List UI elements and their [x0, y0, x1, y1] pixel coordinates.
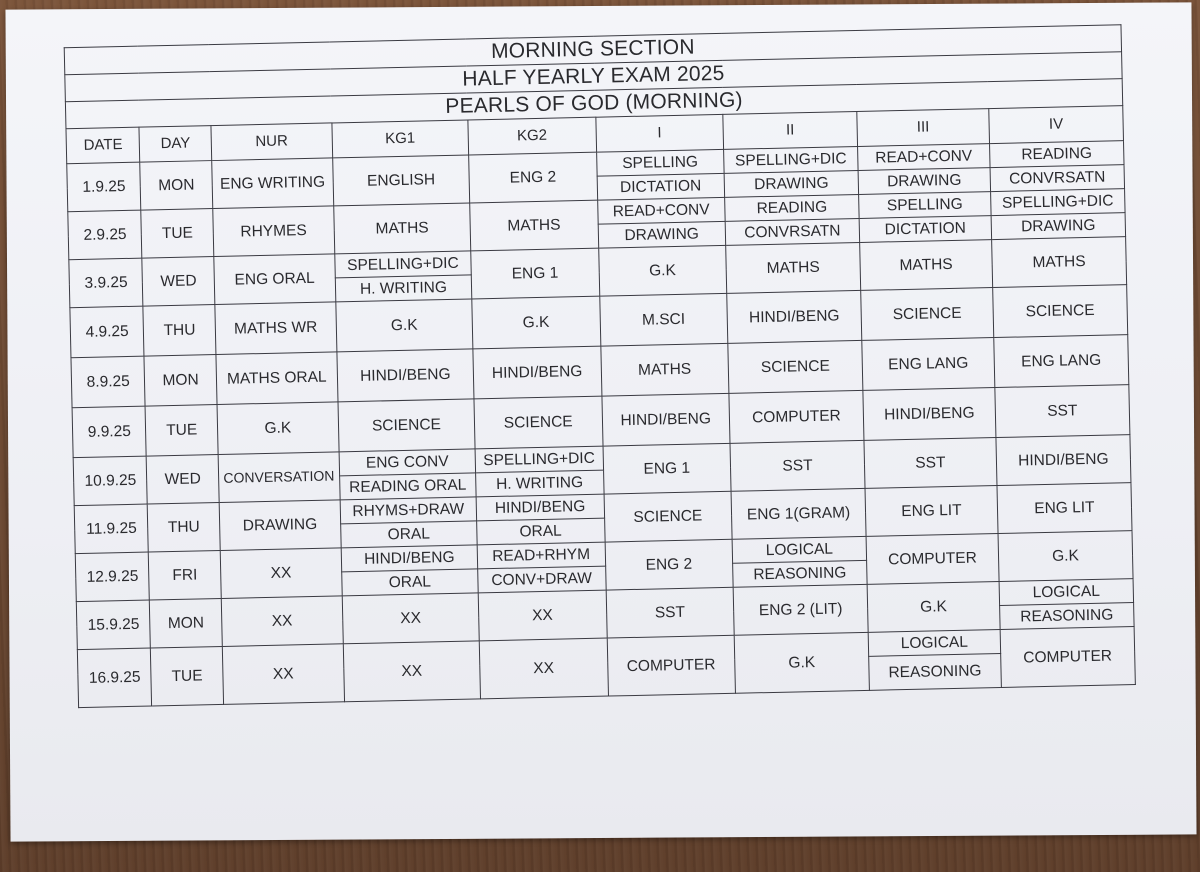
header-class-i: I	[595, 114, 723, 152]
class-i-cell: SCIENCE	[604, 491, 733, 542]
day-cell: TUE	[146, 405, 218, 457]
class-ii-cell: READING	[725, 194, 859, 221]
nur-cell: MATHS ORAL	[216, 352, 338, 405]
class-i-cell: M.SCI	[599, 293, 728, 346]
class-ii-cell: CONVRSATN	[725, 218, 859, 245]
kg2-cell: CONV+DRAW	[478, 566, 606, 593]
exam-timetable	[64, 24, 1136, 708]
class-iv-cell: G.K	[998, 531, 1133, 582]
kg1-cell: HINDI/BENG	[341, 545, 478, 572]
schedule-table	[64, 24, 1136, 708]
kg2-cell: ENG 2	[469, 152, 598, 203]
day-cell: WED	[147, 455, 219, 505]
class-ii-cell: ENG 1(GRAM)	[731, 488, 866, 539]
date-cell: 16.9.25	[77, 648, 152, 708]
class-iii-cell: ENG LIT	[865, 486, 998, 537]
class-iii-cell: COMPUTER	[866, 534, 999, 585]
date-cell: 2.9.25	[68, 210, 143, 260]
kg1-cell: XX	[342, 593, 479, 644]
kg1-cell: ORAL	[340, 521, 477, 548]
kg1-cell: RHYMS+DRAW	[340, 497, 477, 524]
date-cell: 4.9.25	[70, 306, 145, 358]
nur-cell: G.K	[217, 402, 339, 455]
class-iii-cell: READ+CONV	[858, 144, 990, 171]
kg1-cell: XX	[343, 641, 480, 702]
class-iv-cell: COMPUTER	[1000, 627, 1135, 688]
header-class-iv: IV	[989, 106, 1124, 144]
class-iv-cell: LOGICAL	[999, 579, 1134, 606]
class-iv-cell: DRAWING	[991, 213, 1126, 240]
kg2-cell: ENG 1	[471, 248, 600, 299]
day-cell: FRI	[149, 550, 221, 600]
class-iii-cell: HINDI/BENG	[863, 388, 996, 441]
date-cell: 15.9.25	[76, 600, 151, 650]
class-i-cell: ENG 2	[605, 539, 734, 590]
kg2-cell: ORAL	[477, 518, 605, 545]
nur-cell: RHYMES	[213, 206, 335, 257]
kg1-cell: READING ORAL	[339, 473, 476, 500]
class-iv-cell: ENG LANG	[994, 335, 1129, 388]
class-iv-cell: ENG LIT	[997, 483, 1132, 534]
class-i-cell: ENG 1	[603, 443, 732, 494]
class-i-cell: HINDI/BENG	[601, 393, 730, 446]
class-ii-cell: MATHS	[726, 242, 861, 293]
class-ii-cell: COMPUTER	[729, 390, 864, 443]
class-i-cell: READ+CONV	[597, 197, 725, 224]
kg1-cell: SCIENCE	[338, 399, 475, 452]
day-cell: TUE	[141, 209, 213, 259]
class-iii-cell: MATHS	[860, 240, 993, 291]
kg1-cell: ENG CONV	[339, 449, 476, 476]
paper-sheet	[5, 2, 1196, 841]
class-ii-cell: SST	[730, 440, 865, 491]
class-ii-cell: ENG 2 (LIT)	[733, 584, 868, 635]
date-cell: 11.9.25	[74, 504, 149, 554]
date-cell: 8.9.25	[71, 356, 146, 408]
date-cell: 1.9.25	[67, 162, 142, 212]
kg2-cell: HINDI/BENG	[473, 346, 602, 399]
header-class-iii: III	[857, 109, 990, 147]
class-i-cell: DRAWING	[598, 221, 726, 248]
class-iv-cell: READING	[989, 141, 1124, 168]
class-i-cell: MATHS	[600, 343, 729, 396]
kg1-cell: HINDI/BENG	[337, 349, 474, 402]
class-i-cell: DICTATION	[597, 173, 725, 200]
school-title: PEARLS OF GOD (MORNING)	[65, 79, 1122, 129]
kg2-cell: MATHS	[470, 200, 599, 251]
day-cell: THU	[148, 502, 220, 552]
header-day: DAY	[139, 126, 211, 163]
kg1-cell: ORAL	[342, 569, 479, 596]
day-cell: TUE	[151, 646, 224, 706]
class-ii-cell: SCIENCE	[728, 340, 863, 393]
kg2-cell: G.K	[472, 296, 601, 349]
nur-cell: ENG ORAL	[214, 254, 336, 305]
kg2-cell: HINDI/BENG	[476, 494, 604, 521]
kg2-cell: XX	[479, 638, 608, 699]
day-cell: MON	[140, 161, 212, 211]
nur-cell: CONVERSATION	[218, 452, 340, 503]
class-ii-cell: DRAWING	[724, 170, 858, 197]
class-iii-cell: SCIENCE	[861, 288, 994, 341]
class-iv-cell: SST	[995, 385, 1130, 438]
kg1-cell: MATHS	[334, 203, 471, 254]
kg1-cell: SPELLING+DIC	[335, 251, 472, 278]
day-cell: MON	[144, 355, 216, 407]
nur-cell: ENG WRITING	[212, 158, 334, 209]
class-i-cell: COMPUTER	[607, 635, 736, 696]
kg1-cell: H. WRITING	[335, 275, 472, 302]
kg2-cell: H. WRITING	[476, 470, 604, 497]
header-kg2: KG2	[468, 117, 596, 155]
header-nur: NUR	[211, 123, 333, 161]
date-cell: 3.9.25	[69, 258, 144, 308]
class-iii-cell: LOGICAL	[868, 629, 1000, 656]
nur-cell: MATHS WR	[215, 302, 337, 355]
class-iv-cell: MATHS	[991, 237, 1126, 288]
nur-cell: XX	[220, 548, 342, 599]
class-ii-cell: SPELLING+DIC	[724, 146, 858, 173]
kg1-cell: ENGLISH	[333, 155, 470, 206]
class-iii-cell: DRAWING	[858, 168, 990, 195]
date-cell: 12.9.25	[75, 552, 150, 602]
class-i-cell: SPELLING	[596, 149, 724, 176]
class-iii-cell: SST	[864, 438, 997, 489]
header-class-ii: II	[723, 111, 858, 149]
class-iv-cell: REASONING	[999, 603, 1134, 630]
class-iii-cell: G.K	[867, 582, 1000, 633]
kg2-cell: SCIENCE	[474, 396, 603, 449]
kg1-cell: G.K	[336, 299, 473, 352]
day-cell: WED	[142, 257, 214, 307]
date-cell: 10.9.25	[73, 456, 148, 506]
section-title: MORNING SECTION	[64, 25, 1121, 75]
class-iv-cell: SCIENCE	[993, 285, 1128, 338]
kg2-cell: READ+RHYM	[477, 542, 605, 569]
kg2-cell: XX	[478, 590, 607, 641]
day-cell: MON	[150, 598, 222, 648]
day-cell: THU	[143, 305, 215, 357]
class-ii-cell: LOGICAL	[732, 536, 866, 563]
class-iv-cell: HINDI/BENG	[996, 435, 1131, 486]
class-ii-cell: REASONING	[733, 560, 867, 587]
class-iv-cell: SPELLING+DIC	[990, 189, 1125, 216]
date-cell: 9.9.25	[72, 406, 147, 458]
nur-cell: XX	[222, 644, 344, 705]
class-iii-cell: DICTATION	[859, 216, 991, 243]
class-iii-cell: REASONING	[869, 653, 1002, 690]
class-ii-cell: HINDI/BENG	[727, 290, 862, 343]
nur-cell: XX	[221, 596, 343, 647]
exam-title: HALF YEARLY EXAM 2025	[65, 52, 1122, 102]
kg2-cell: SPELLING+DIC	[475, 446, 603, 473]
header-date: DATE	[66, 127, 140, 164]
class-iii-cell: ENG LANG	[862, 338, 995, 391]
class-i-cell: SST	[606, 587, 735, 638]
class-iii-cell: SPELLING	[859, 192, 991, 219]
class-ii-cell: G.K	[734, 632, 869, 693]
nur-cell: DRAWING	[219, 500, 341, 551]
class-iv-cell: CONVRSATN	[990, 165, 1125, 192]
header-kg1: KG1	[332, 120, 469, 158]
class-i-cell: G.K	[598, 245, 727, 296]
